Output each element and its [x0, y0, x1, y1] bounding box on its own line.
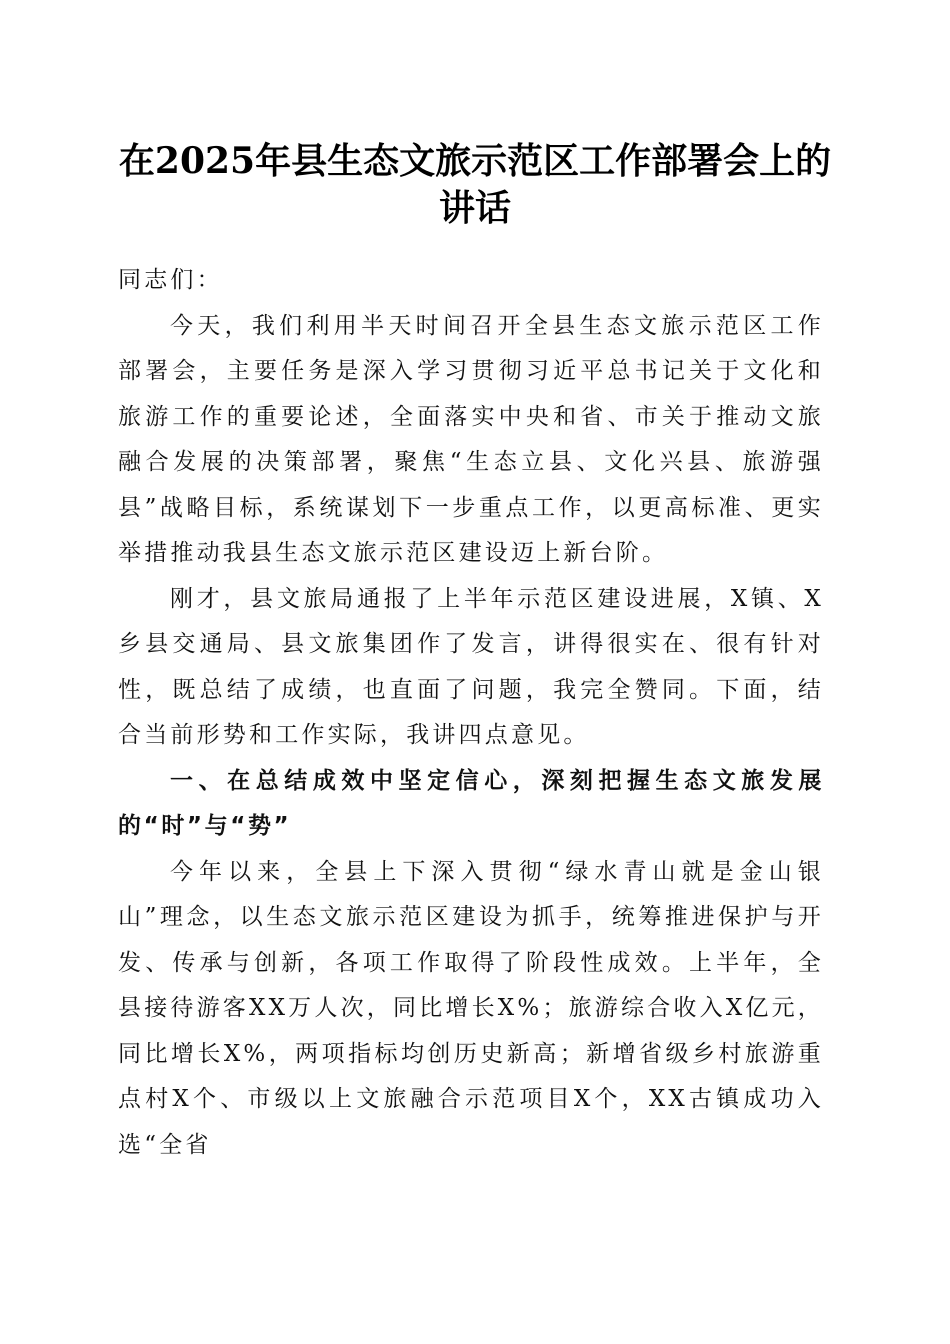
document-title: 在2025年县生态文旅示范区工作部署会上的讲话 — [118, 140, 832, 229]
paragraph-intro: 今天，我们利用半天时间召开全县生态文旅示范区工作部署会，主要任务是深入学习贯彻习近平总书记关于文化和旅游工作的重要论述，全面落实中央和省、市关于推动文旅融合发展的决策部署，聚焦“生态立县、文化兴县、旅游强县”战略目标，系统谋划下一步重点工作，以更高标准、更实举措推动我县生态文旅示范区建设迈上新台阶。 — [118, 312, 824, 566]
section-heading-1: 一、在总结成效中坚定信心，深刻把握生态文旅发展的“时”与“势” — [118, 767, 824, 839]
document-body — [118, 258, 824, 1168]
paragraph-review: 刚才，县文旅局通报了上半年示范区建设进展，X镇、X乡县交通局、县文旅集团作了发言，讲得很实在、很有针对性，既总结了成绩，也直面了问题，我完全赞同。下面，结合当前形势和工作实际，我讲四点意见。 — [118, 585, 824, 748]
paragraph-section-1: 今年以来，全县上下深入贯彻“绿水青山就是金山银山”理念，以生态文旅示范区建设为抓手，统筹推进保护与开发、传承与创新，各项工作取得了阶段性成效。上半年，全县接待游客XX万人次，同比增长X%；旅游综合收入X亿元，同比增长X%，两项指标均创历史新高；新增省级乡村旅游重点村X个、市级以上文旅融合示范项目X个，XX古镇成功入选“全省 — [118, 858, 824, 1158]
salutation: 同志们： — [118, 267, 223, 293]
